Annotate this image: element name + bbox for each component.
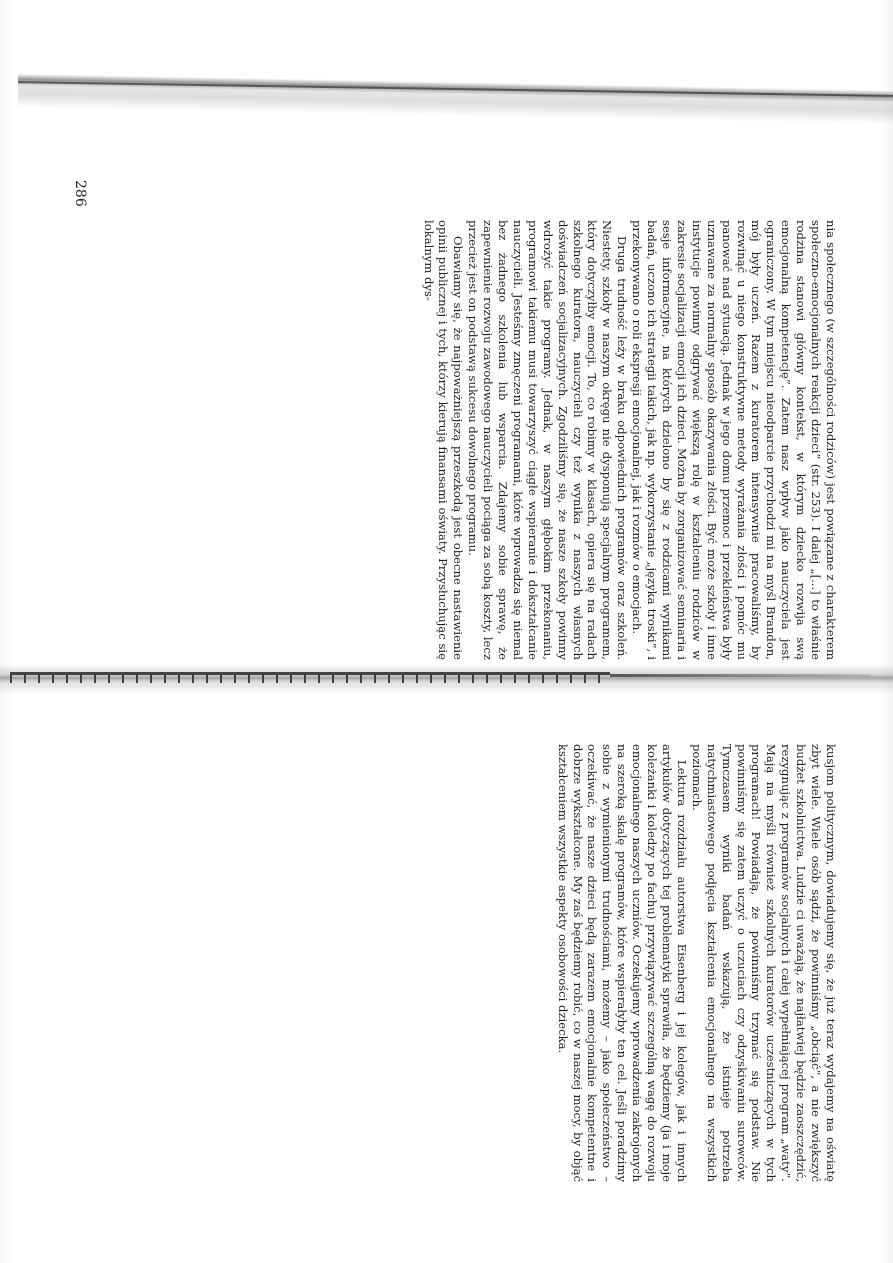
right-page-text (555, 744, 838, 1182)
paragraph: Obawiamy się, że najpoważniejszą przeszkodą jest obecne nastawienie opinii publicznej i tych, którzy kierują finansami oświaty. Przysłuchując się lokalnym dys- (421, 220, 466, 660)
book-binding-stitches (10, 672, 610, 683)
paragraph: Lektura rozdziału autorstwa Eisenberg i jej kolegów, jak i innych artykułów dotyczących tej problematyki sprawiła, że będziemy (ja i moje koleżanki i koledzy po fachu) przywiązywać szczególną wagę do rozwoju emocjonalnego naszych uczniów. Oczekujemy wprowadzenia zakrojonych na szeroką skalę programów, które wspierałyby ten cel. Jeśli poradzimy sobie z wymienionymi trudnościami, możemy – jako społeczeństwo – oczekiwać, że nasze dzieci będą zarazem emocjonalnie kompetentne i dobrze wykształcone. My zaś będziemy robić, co w naszej mocy, by objąć kształceniem wszystkie aspekty osobowości dziecka. (555, 744, 689, 1182)
book-binding-fade (610, 674, 870, 677)
page-number: 286 (72, 180, 88, 207)
paragraph: kusjom politycznym, dowiadujemy się, że już teraz wydajemy na oświatę zbyt wiele. Wiele osób sądzi, że powinniśmy „obciąć”, a nie zwiększyć budżet szkolnictwa. Ludzie ci uważają, że najłatwiej będzie zaoszczędzić, rezygnując z programów socjalnych i całej wypełniającej program „waty”. Mają na myśli również szkolnych kuratorów uczestniczących w tych programach! Powiadają, że powinniśmy trzymać się podstaw. Nie powinniśmy się zatem uczyć o uczuciach czy odzyskiwaniu surowców. Tymczasem wyniki badań wskazują, że istnieje potrzeba natychmiastowego podjęcia kształcenia emocjonalnego na wszystkich poziomach. (689, 744, 838, 1182)
left-page-text (421, 220, 838, 660)
paragraph: Druga trudność leży w braku odpowiednich programów oraz szkoleń. Niestety, szkoły w naszym okręgu nie dysponują specjalnym programem, który dotyczyłby emocji. To, co robimy w klasach, opiera się na radach szkolnego kuratora, nauczycieli czy też wynika z naszych własnych doświadczeń socjalizacyjnych. Zgodziliśmy się, że nasze szkoły powinny wdrożyć takie programy. Jednak, w naszym głębokim przekonaniu, programowi takiemu musi towarzyszyć ciągłe wspieranie i dokształcanie nauczycieli. Jesteśmy zmęczeni programami, które wprowadza się niemal bez żadnego szkolenia lub wsparcia. Zdajemy sobie sprawę, że zapewnienie rozwoju zawodowego nauczycieli pociąga za sobą koszty, lecz przecież jest on podstawą sukcesu dowolnego programu. (466, 220, 630, 660)
paragraph: nia społecznego (w szczególności rodziców) jest powiązane z charakterem społeczno-emocjonalnych reakcji dzieci” (str. 253). I dalej „[...] to właśnie rodzina stanowi główny kontekst, w którym dziecko rozwija swą emocjonalną kompetencję”. Zatem nasz wpływ jako nauczyciela jest ograniczony. W tym miejscu nieodparcie przychodzi mi na myśl Brandon, mój były uczeń. Razem z kuratorem intensywnie pracowaliśmy, by rozwinąć u niego konstruktywne metody wyrażania złości i pomóc mu panować nad sytuacją. Jednak w jego domu przemoc i przekleństwa były uznawane za normalny sposób okazywania złości. Być może szkoły i inne instytucje powinny odgrywać większą rolę w kształceniu rodziców w zakresie socjalizacji emocji ich dzieci. Można by zorganizować seminaria i sesje informacyjne, na których dzielono by się z rodzicami wynikami badań, uczono ich strategii takich, jak np. wykorzystanie „języka troski”, i przekonywano o roli ekspresji emocjonalnej, jak i rozmów o emocjach. (630, 220, 838, 660)
